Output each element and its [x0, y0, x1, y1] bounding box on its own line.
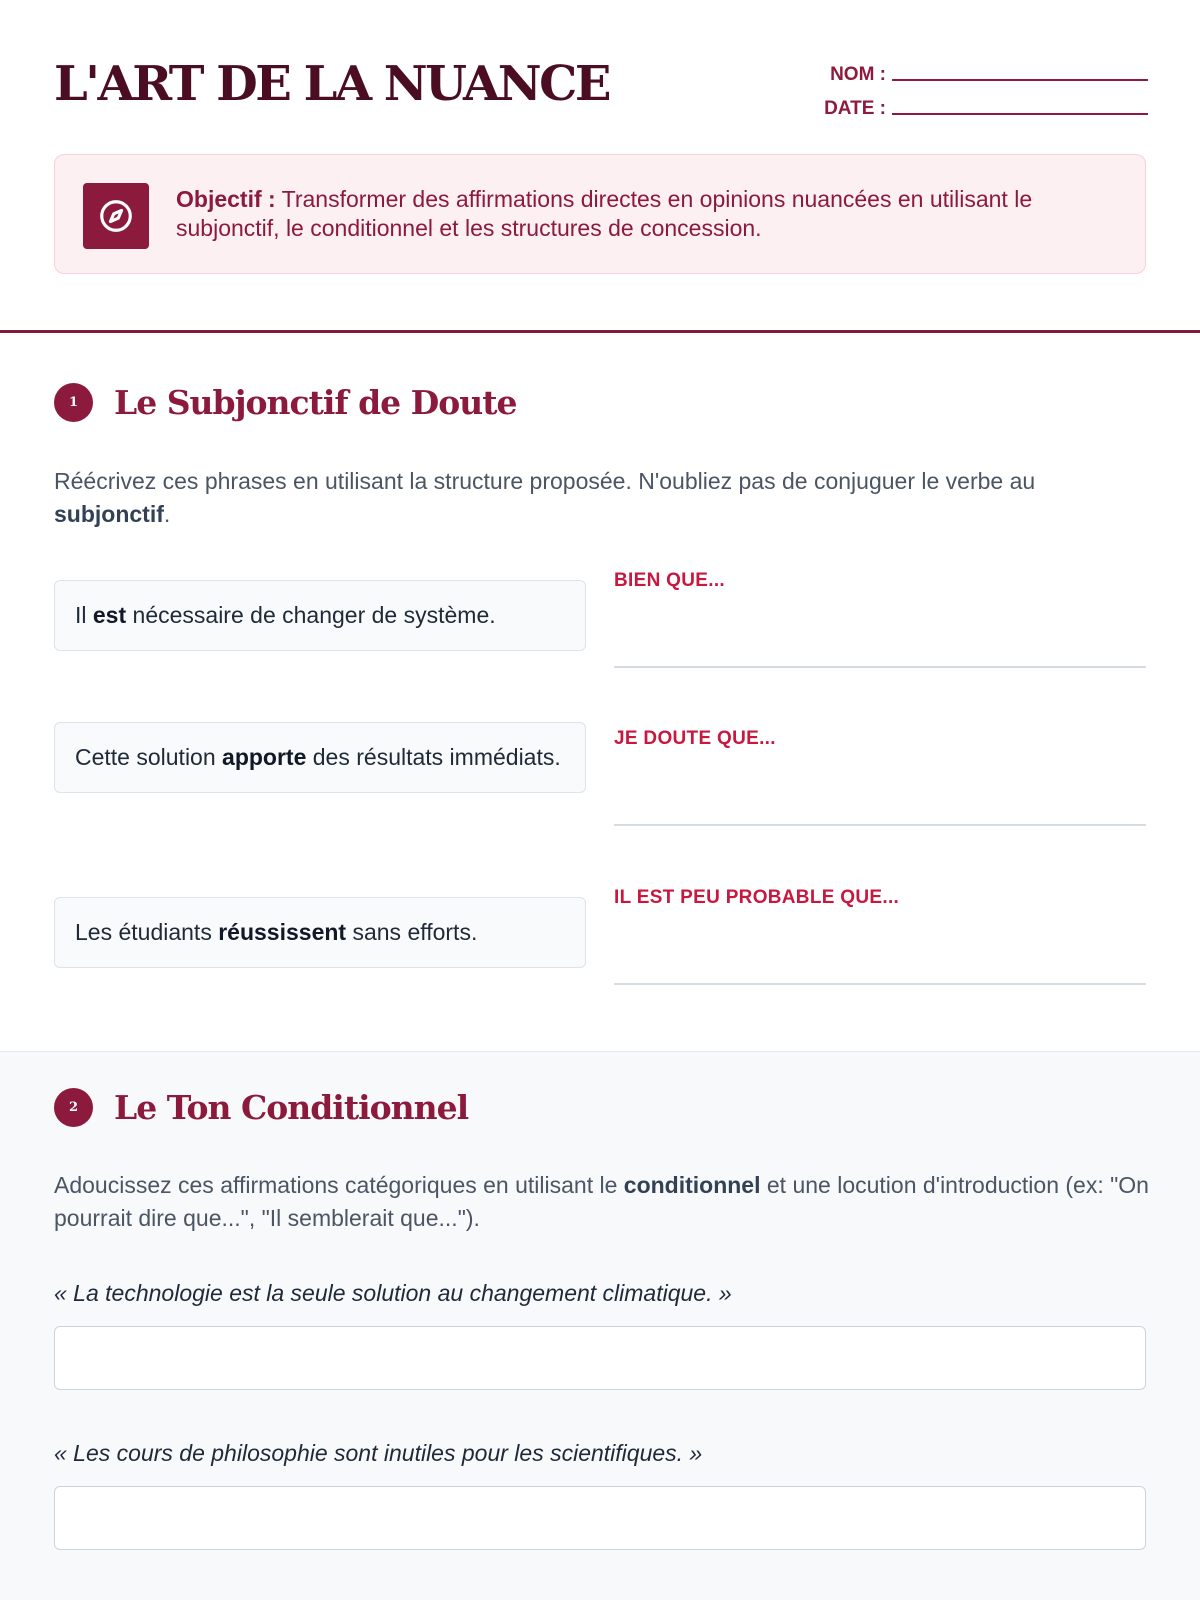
worksheet-header: [0, 0, 1200, 333]
section-1-header: [54, 383, 517, 422]
answer-line[interactable]: [614, 983, 1146, 985]
section-number-badge: 1: [54, 383, 93, 422]
structure-prompt: JE DOUTE QUE...: [614, 728, 776, 749]
sentence-part: nécessaire de changer de système.: [126, 602, 496, 628]
section-number-badge: 2: [54, 1088, 93, 1127]
sentence-verb: réussissent: [218, 919, 347, 945]
sentence-part: Les étudiants: [75, 919, 219, 945]
name-row: [824, 52, 1148, 86]
name-label: NOM :: [830, 64, 886, 85]
answer-line[interactable]: [614, 666, 1146, 668]
sentence-verb: est: [92, 602, 127, 628]
sentence-part: des résultats immédiats.: [306, 744, 561, 770]
sentence-part: sans efforts.: [346, 919, 478, 945]
structure-prompt: IL EST PEU PROBABLE QUE...: [614, 887, 900, 908]
sentence-part: Il: [75, 602, 93, 628]
answer-input-box[interactable]: [54, 1326, 1146, 1390]
categorical-statement: « Les cours de philosophie sont inutiles pour les scientifiques. »: [54, 1440, 703, 1466]
source-sentence: [54, 722, 586, 793]
section-2-instruction: [54, 1169, 1154, 1235]
objective-text: [176, 185, 1115, 243]
section-title: Le Subjonctif de Doute: [114, 383, 517, 422]
name-field-line[interactable]: [892, 79, 1148, 81]
section-subjonctif: [0, 333, 1200, 1051]
structure-prompt: BIEN QUE...: [614, 570, 725, 591]
objective-box: [54, 154, 1146, 274]
student-info: [824, 52, 1148, 120]
sentence-part: Cette solution: [75, 744, 223, 770]
instruction-keyword: subjonctif: [54, 501, 164, 527]
worksheet-title: L'ART DE LA NUANCE: [54, 56, 609, 112]
instruction-text: Adoucissez ces affirmations catégoriques en utilisant le: [54, 1172, 624, 1198]
objective-label: Objectif :: [176, 186, 276, 212]
section-2-header: [54, 1088, 468, 1127]
date-label: DATE :: [824, 98, 886, 119]
section-conditionnel: [0, 1051, 1200, 1600]
date-field-line[interactable]: [892, 113, 1148, 115]
instruction-text: Réécrivez ces phrases en utilisant la structure proposée. N'oubliez pas de conjuguer le verbe au: [54, 468, 1036, 494]
instruction-end: et une locution d'introduction (ex: "On pourrait dire que...", "Il semblerait que...").: [54, 1172, 1149, 1231]
instruction-keyword: conditionnel: [623, 1172, 761, 1198]
section-1-instruction: [54, 465, 1154, 531]
source-sentence: [54, 580, 586, 651]
answer-input-box[interactable]: [54, 1486, 1146, 1550]
objective-description: Transformer des affirmations directes en opinions nuancées en utilisant le subjonctif, le conditionnel et les structures de concession.: [176, 186, 1033, 241]
source-sentence: [54, 897, 586, 968]
instruction-end: .: [163, 501, 171, 527]
section-title: Le Ton Conditionnel: [114, 1088, 469, 1127]
compass-icon: [83, 183, 149, 249]
categorical-statement: « La technologie est la seule solution au changement climatique. »: [54, 1280, 732, 1306]
sentence-verb: apporte: [222, 744, 307, 770]
answer-line[interactable]: [614, 824, 1146, 826]
date-row: [824, 86, 1148, 120]
